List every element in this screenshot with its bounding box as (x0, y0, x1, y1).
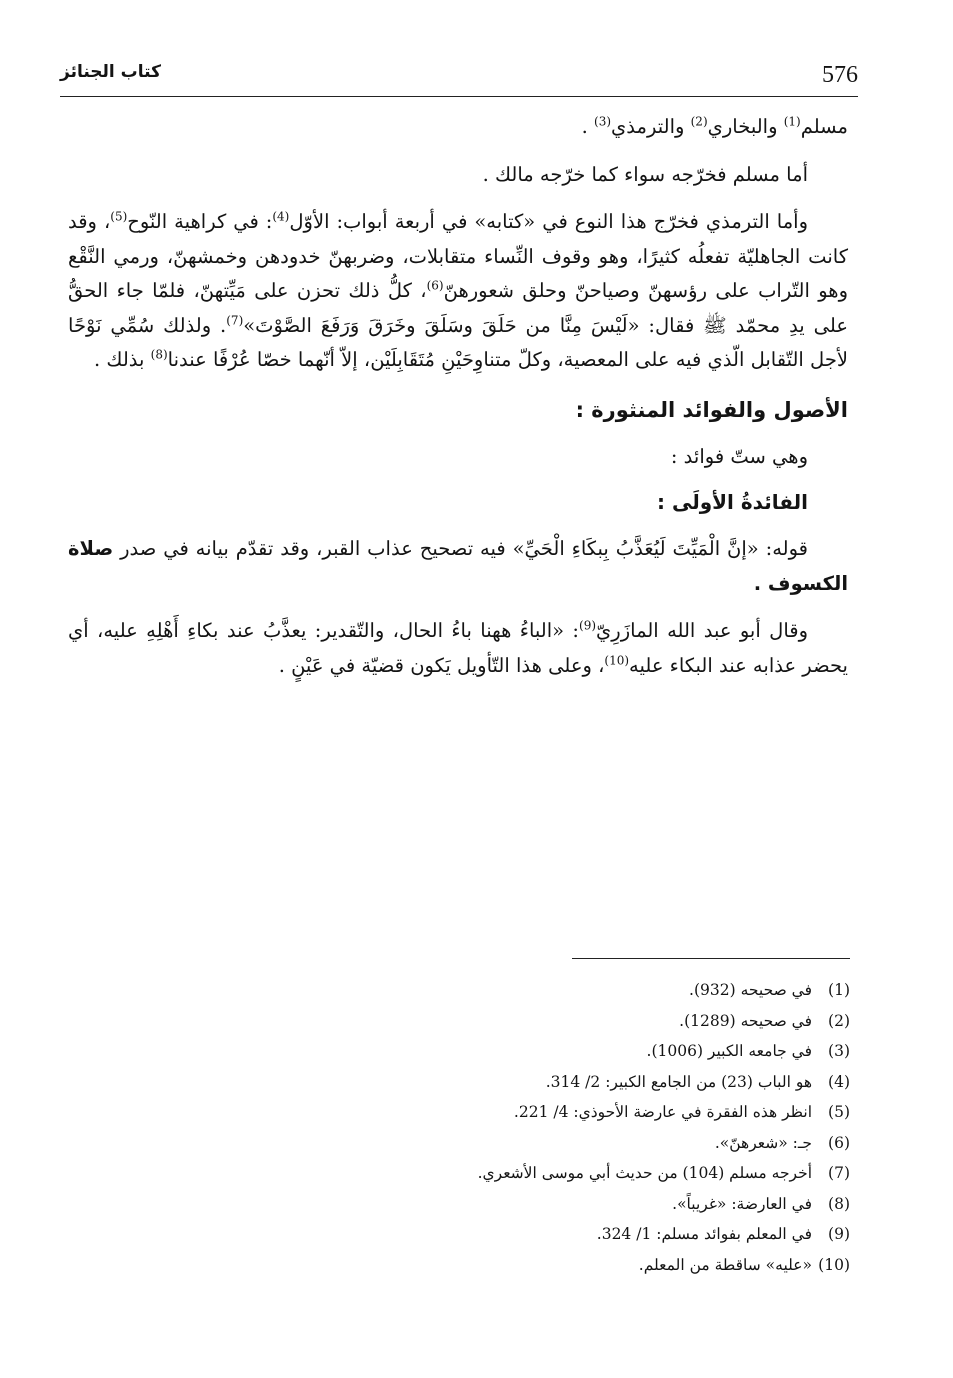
paragraph-first-benefit: قوله: «إنَّ الْمَيِّتَ لَيُعَذَّبُ بِبكَاءِ الْحَيِّ» فيه تصحيح عذاب القبر، وقد تقدّم بيانه في صدر صلاة الكسوف . (68, 537, 848, 595)
paragraph-mazari: وقال أبو عبد الله المازَرِيّ$^{(9)}$: «الباءُ ههنا باءُ الحال، والتّقدير: يعذَّبُ عند بكاءِ أَهْلِهِ عليه، أي يحضر عذابه عند البكاء عليه$^{(10)}$، وعلى هذا التّأويل يَكون قضيّة في عَيْنٍ . (68, 618, 848, 677)
footnote: (2) في صحيحه (1289). (679, 1011, 850, 1030)
footnote: (1) في صحيحه (932). (689, 981, 850, 999)
footnote: (10) «عليه» ساقطة من المعلم. (638, 1255, 850, 1274)
footnote-ref: (9) (579, 618, 597, 633)
main-text (68, 110, 848, 683)
footnote-ref: (5) (110, 209, 128, 224)
footnote: (6) جـ: «شعرهنّ». (714, 1133, 850, 1152)
page-header (60, 60, 858, 97)
section-heading: الأصول والفوائد المنثورة : (575, 397, 848, 422)
paragraph-muslim: أما مسلم فخرّجه سواء كما خرّجه مالك . (482, 162, 808, 186)
footnote: (9) في المعلم بفوائد مسلم: 1/ 324. (596, 1225, 850, 1243)
paragraph-intro: وهي ستّ فوائد : (670, 445, 808, 468)
paragraph-sources: مسلم$^{(1)}$ والبخاري$^{(2)}$ والترمذي$^{(3)}$ . (581, 114, 848, 138)
footnote-ref: (7) (226, 313, 244, 327)
footnote-ref: (8) (150, 347, 168, 362)
footnote-ref: (3) (594, 114, 612, 129)
paragraph-tirmidhi: وأما الترمذي فخرّج هذا النوع في «كتابه» في أربعة أبواب: الأوّل$^{(4)}$: في كراهية النّوح$^{(5)}$، وقد كانت الجاهليّة تفعلُه كثيرًا، وهو وقوف النِّساء متقابلات، وضربهنّ خدودهن وخمشهنّ، ورمي النَّقْع وهو التّراب على رؤسهنّ وصياحنّ وحلق شعورهنّ$^{(6)}$، كلُّ ذلك تحزن على مَيِّتهنّ، فلمّا جاء الحقُّ على يدِ محمّد ﷺ فقال: «لَيْسَ مِنَّا من حَلَقَ وسَلَقَ وخَرَقَ وَرَفَعَ الصَّوْتَ»$^{(7)}$. ولذلك سُمِّي نَوْحًا لأجل التّقابل الّذي فيه على المعصية، وكلّ متناوِحَيْنِ مُتَقَابِلَيْن، إلاّ أنّهما خصّا عُرْفًا عندنا$^{(8)}$ بذلك . (68, 209, 849, 371)
footnote: (5) انظر هذه الفقرة في عارضة الأحوذي: 4/ 221. (513, 1103, 850, 1121)
footnote-ref: (10) (604, 653, 630, 667)
footnote: (4) هو الباب (23) من الجامع الكبير: 2/ 314. (545, 1072, 850, 1091)
running-title: كتاب الجنائز (60, 62, 161, 82)
footnotes (200, 975, 850, 1280)
footnote-ref: (1) (783, 114, 801, 129)
footnote-ref: (6) (426, 278, 444, 293)
footnote-ref: (2) (690, 114, 708, 129)
page-number: 576 (822, 62, 858, 88)
footnote: (7) أخرجه مسلم (104) من حديث أبي موسى الأشعري. (477, 1164, 850, 1182)
footnote-divider (572, 958, 850, 959)
footnote: (3) في جامعه الكبير (1006). (646, 1042, 850, 1060)
footnote: (8) في العارضة: «غريباً». (672, 1194, 850, 1213)
sub-heading: الفائدةُ الأولَى : (657, 489, 808, 514)
footnote-ref: (4) (272, 209, 290, 224)
